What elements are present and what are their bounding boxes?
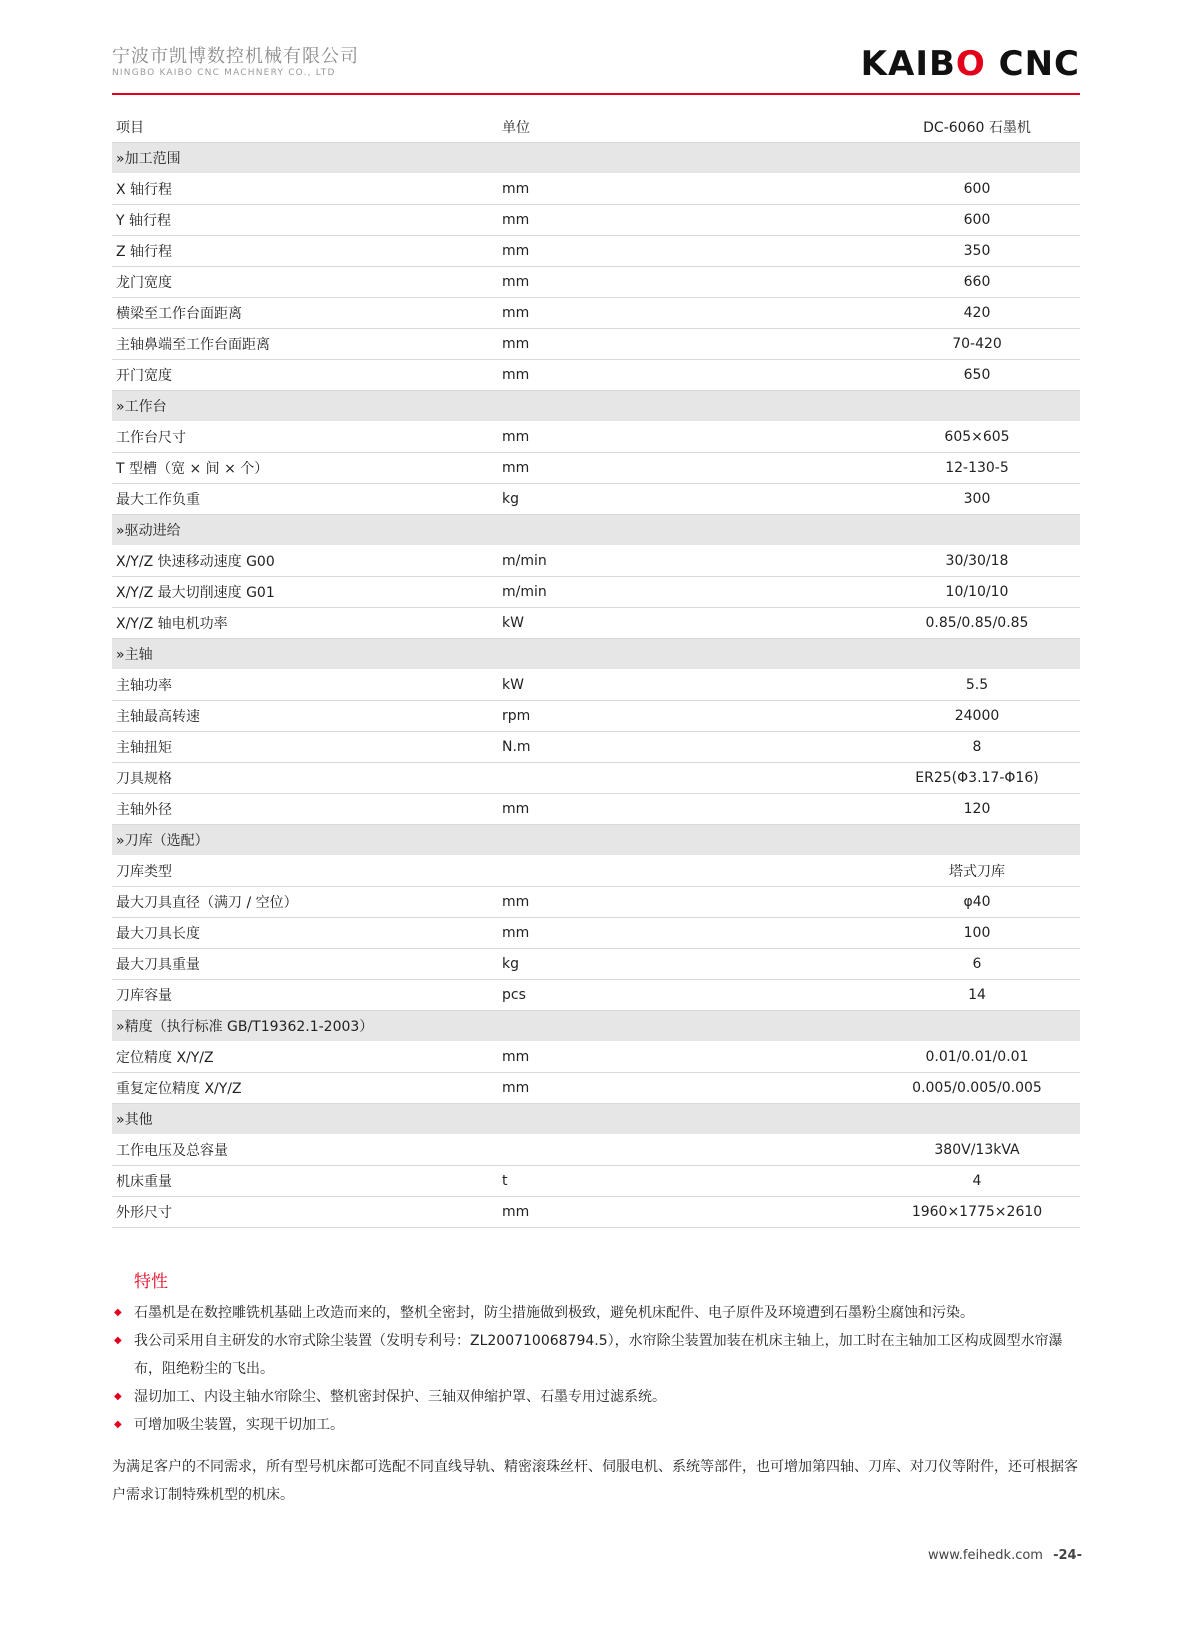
- table-row: [112, 484, 1080, 515]
- spec-item: 龙门宽度: [112, 267, 472, 298]
- spec-table: [112, 112, 1080, 1228]
- section-title: »主轴: [112, 639, 1080, 670]
- spec-unit: mm: [472, 329, 874, 360]
- spec-value: 420: [874, 298, 1080, 329]
- header-unit: 单位: [472, 112, 874, 143]
- section-header-row: [112, 825, 1080, 856]
- spec-item: T 型槽（宽 × 间 × 个）: [112, 453, 472, 484]
- table-row: [112, 887, 1080, 918]
- section-header-row: [112, 1011, 1080, 1042]
- spec-value: 600: [874, 205, 1080, 236]
- spec-item: 开门宽度: [112, 360, 472, 391]
- spec-value: 605×605: [874, 422, 1080, 453]
- section-header-row: [112, 143, 1080, 174]
- feature-text: 可增加吸尘装置，实现干切加工。: [134, 1417, 344, 1433]
- spec-value: ER25(Φ3.17-Φ16): [874, 763, 1080, 794]
- company-name-cn: 宁波市凯博数控机械有限公司: [112, 46, 359, 67]
- spec-value: 0.85/0.85/0.85: [874, 608, 1080, 639]
- spec-value: 10/10/10: [874, 577, 1080, 608]
- spec-item: 刀具规格: [112, 763, 472, 794]
- section-title: »加工范围: [112, 143, 1080, 174]
- spec-item: 刀库容量: [112, 980, 472, 1011]
- spec-value: 12-130-5: [874, 453, 1080, 484]
- features-title: 特性: [134, 1272, 168, 1292]
- spec-unit: mm: [472, 794, 874, 825]
- bullet-icon: ◆: [114, 1335, 122, 1346]
- table-header-row: [112, 112, 1080, 143]
- feature-text: 石墨机是在数控雕铣机基础上改造而来的，整机全密封，防尘措施做到极致，避免机床配件、电子原件及环境遭到石墨粉尘腐蚀和污染。: [134, 1305, 974, 1321]
- spec-unit: kW: [472, 670, 874, 701]
- table-row: [112, 949, 1080, 980]
- table-row: [112, 546, 1080, 577]
- spec-unit: mm: [472, 453, 874, 484]
- spec-unit: kg: [472, 949, 874, 980]
- spec-item: 最大刀具长度: [112, 918, 472, 949]
- table-row: [112, 360, 1080, 391]
- section-header-row: [112, 391, 1080, 422]
- table-row: [112, 1042, 1080, 1073]
- bullet-icon: ◆: [114, 1391, 122, 1402]
- spec-value: 6: [874, 949, 1080, 980]
- section-title: »驱动进给: [112, 515, 1080, 546]
- spec-value: 14: [874, 980, 1080, 1011]
- spec-unit: t: [472, 1166, 874, 1197]
- spec-value: 380V/13kVA: [874, 1135, 1080, 1166]
- table-row: [112, 453, 1080, 484]
- table-row: [112, 236, 1080, 267]
- spec-item: X/Y/Z 轴电机功率: [112, 608, 472, 639]
- table-row: [112, 1135, 1080, 1166]
- feature-text: 湿切加工、内设主轴水帘除尘、整机密封保护、三轴双伸缩护罩、石墨专用过滤系统。: [134, 1389, 666, 1405]
- section-header-row: [112, 639, 1080, 670]
- table-row: [112, 918, 1080, 949]
- section-header-row: [112, 1104, 1080, 1135]
- feature-text: 我公司采用自主研发的水帘式除尘装置（发明专利号：ZL200710068794.5），水帘除尘装置加装在机床主轴上，加工时在主轴加工区构成圆型水帘瀑布，阻绝粉尘的飞出。: [134, 1333, 1063, 1377]
- spec-item: 主轴最高转速: [112, 701, 472, 732]
- spec-item: 外形尺寸: [112, 1197, 472, 1228]
- table-row: [112, 763, 1080, 794]
- spec-item: Y 轴行程: [112, 205, 472, 236]
- list-item: [112, 1299, 1080, 1327]
- spec-value: 600: [874, 174, 1080, 205]
- spec-value: 300: [874, 484, 1080, 515]
- bullet-icon: ◆: [114, 1307, 122, 1318]
- table-row: [112, 1166, 1080, 1197]
- spec-unit: kg: [472, 484, 874, 515]
- table-row: [112, 298, 1080, 329]
- table-row: [112, 1197, 1080, 1228]
- bullet-icon: ◆: [114, 1419, 122, 1430]
- page-header: [112, 40, 1080, 92]
- spec-unit: pcs: [472, 980, 874, 1011]
- section-title: »精度（执行标准 GB/T19362.1-2003）: [112, 1011, 1080, 1042]
- spec-unit: kW: [472, 608, 874, 639]
- spec-unit: m/min: [472, 546, 874, 577]
- table-row: [112, 732, 1080, 763]
- spec-item: 工作台尺寸: [112, 422, 472, 453]
- table-row: [112, 794, 1080, 825]
- company-name-en: NINGBO KAIBO CNC MACHNERY CO., LTD: [112, 68, 336, 78]
- spec-value: 4: [874, 1166, 1080, 1197]
- spec-unit: mm: [472, 360, 874, 391]
- spec-unit: mm: [472, 422, 874, 453]
- spec-item: 主轴鼻端至工作台面距离: [112, 329, 472, 360]
- spec-unit: mm: [472, 298, 874, 329]
- spec-value: 100: [874, 918, 1080, 949]
- table-row: [112, 174, 1080, 205]
- spec-item: 定位精度 X/Y/Z: [112, 1042, 472, 1073]
- list-item: [112, 1383, 1080, 1411]
- spec-unit: mm: [472, 267, 874, 298]
- logo-red-o: O: [955, 44, 986, 84]
- page-footer: [928, 1548, 1082, 1563]
- spec-item: X 轴行程: [112, 174, 472, 205]
- spec-unit: [472, 763, 874, 794]
- spec-unit: mm: [472, 205, 874, 236]
- page-number: -24-: [1053, 1548, 1082, 1563]
- header-item: 项目: [112, 112, 472, 143]
- spec-item: 最大刀具重量: [112, 949, 472, 980]
- spec-value: 24000: [874, 701, 1080, 732]
- spec-value: 120: [874, 794, 1080, 825]
- features-list: [112, 1299, 1080, 1439]
- section-title: »工作台: [112, 391, 1080, 422]
- spec-unit: m/min: [472, 577, 874, 608]
- spec-unit: [472, 1135, 874, 1166]
- table-row: [112, 608, 1080, 639]
- spec-unit: mm: [472, 918, 874, 949]
- spec-table-body: [112, 112, 1080, 1228]
- spec-unit: mm: [472, 174, 874, 205]
- table-row: [112, 701, 1080, 732]
- table-row: [112, 577, 1080, 608]
- spec-unit: mm: [472, 887, 874, 918]
- spec-value: 塔式刀库: [874, 856, 1080, 887]
- spec-value: 0.005/0.005/0.005: [874, 1073, 1080, 1104]
- list-item: [112, 1327, 1080, 1383]
- table-row: [112, 422, 1080, 453]
- spec-unit: N.m: [472, 732, 874, 763]
- spec-unit: [472, 856, 874, 887]
- spec-item: 最大刀具直径（满刀 / 空位）: [112, 887, 472, 918]
- spec-value: 8: [874, 732, 1080, 763]
- spec-unit: mm: [472, 1197, 874, 1228]
- spec-value: 350: [874, 236, 1080, 267]
- spec-unit: mm: [472, 236, 874, 267]
- table-row: [112, 267, 1080, 298]
- spec-value: φ40: [874, 887, 1080, 918]
- table-row: [112, 670, 1080, 701]
- section-title: »其他: [112, 1104, 1080, 1135]
- spec-item: X/Y/Z 最大切削速度 G01: [112, 577, 472, 608]
- table-row: [112, 980, 1080, 1011]
- section-title: »刀库（选配）: [112, 825, 1080, 856]
- table-row: [112, 1073, 1080, 1104]
- spec-item: 重复定位精度 X/Y/Z: [112, 1073, 472, 1104]
- footnote-text: 为满足客户的不同需求，所有型号机床都可选配不同直线导轨、精密滚珠丝杆、伺服电机、系统等部件，也可增加第四轴、刀库、对刀仪等附件，还可根据客户需求订制特殊机型的机床。: [112, 1459, 1078, 1503]
- spec-item: 机床重量: [112, 1166, 472, 1197]
- spec-item: 主轴功率: [112, 670, 472, 701]
- header-divider: [112, 93, 1080, 95]
- spec-item: 主轴外径: [112, 794, 472, 825]
- list-item: [112, 1411, 1080, 1439]
- kaibo-cnc-logo: [861, 44, 1080, 84]
- spec-unit: rpm: [472, 701, 874, 732]
- table-row: [112, 329, 1080, 360]
- website-url: www.feihedk.com: [928, 1548, 1043, 1563]
- table-row: [112, 205, 1080, 236]
- table-row: [112, 856, 1080, 887]
- spec-item: 主轴扭矩: [112, 732, 472, 763]
- spec-value: 70-420: [874, 329, 1080, 360]
- spec-value: 650: [874, 360, 1080, 391]
- spec-item: 刀库类型: [112, 856, 472, 887]
- spec-item: X/Y/Z 快速移动速度 G00: [112, 546, 472, 577]
- spec-value: 5.5: [874, 670, 1080, 701]
- spec-item: 最大工作负重: [112, 484, 472, 515]
- spec-unit: mm: [472, 1073, 874, 1104]
- spec-item: Z 轴行程: [112, 236, 472, 267]
- spec-item: 工作电压及总容量: [112, 1135, 472, 1166]
- logo-text-2: CNC: [985, 44, 1080, 84]
- spec-item: 横梁至工作台面距离: [112, 298, 472, 329]
- spec-unit: mm: [472, 1042, 874, 1073]
- logo-text-1: KAIB: [860, 44, 956, 84]
- section-header-row: [112, 515, 1080, 546]
- spec-value: 1960×1775×2610: [874, 1197, 1080, 1228]
- spec-value: 0.01/0.01/0.01: [874, 1042, 1080, 1073]
- spec-value: 30/30/18: [874, 546, 1080, 577]
- header-model: DC-6060 石墨机: [874, 112, 1080, 143]
- spec-value: 660: [874, 267, 1080, 298]
